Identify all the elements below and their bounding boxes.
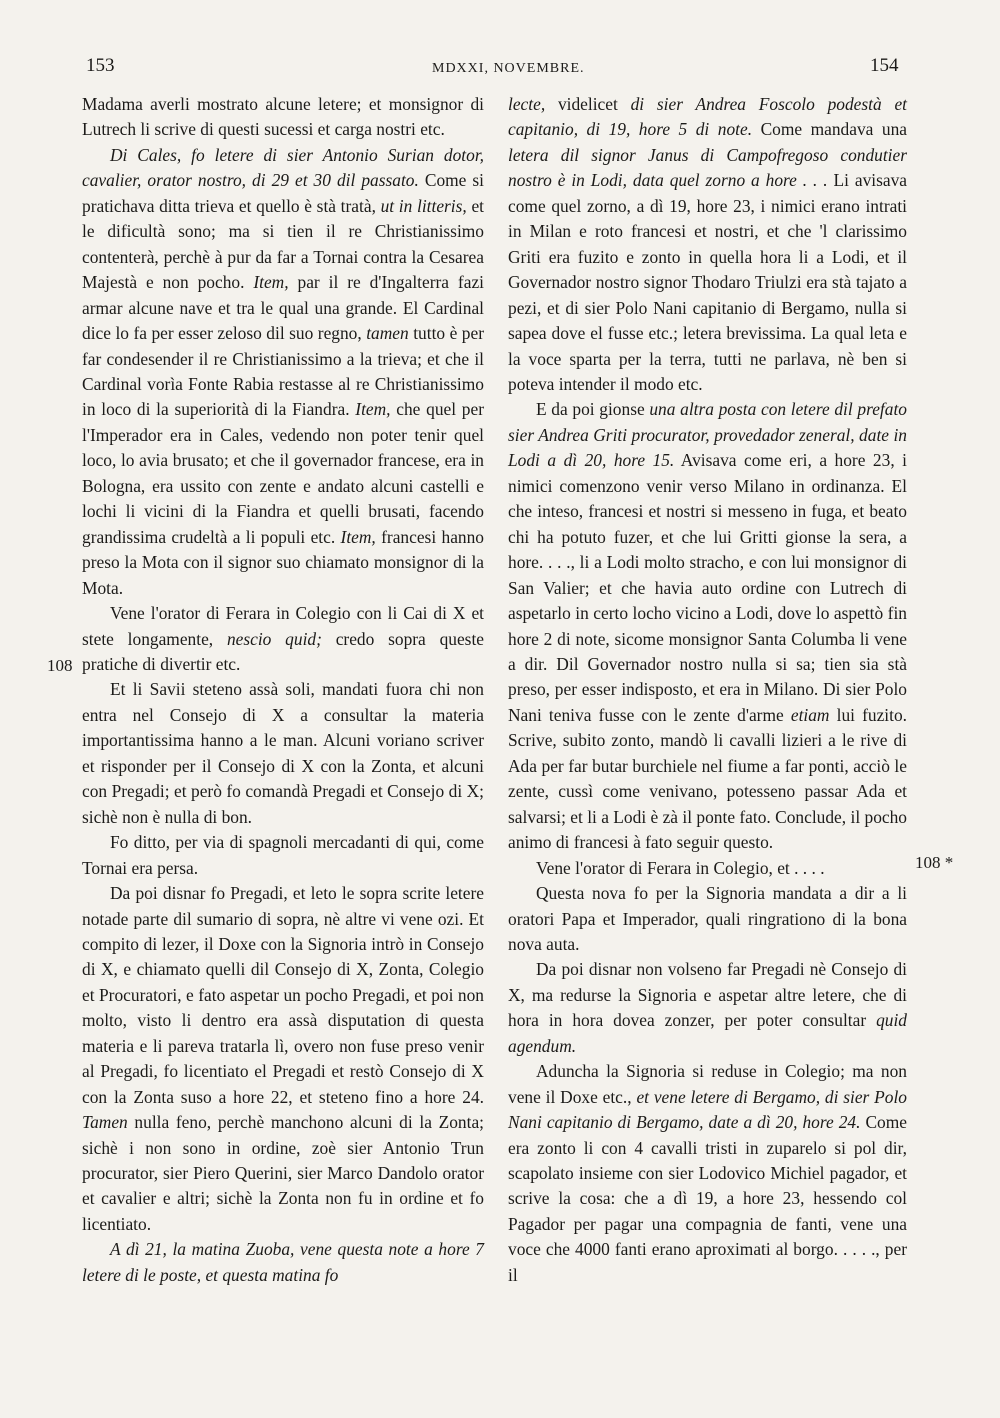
italic-run: Item, xyxy=(340,526,376,547)
paragraph xyxy=(82,677,484,830)
italic-run: Tamen xyxy=(82,1112,128,1133)
text-run: Da poi disnar fo Pregadi, et leto le sopra scrite letere notade parte dil sumario di sopra, nè altre vi vene ozi. Et compito di lezer, il Doxe con la Signoria intrò in Consejo di X, e chiamato quelli dil Consejo di X, Zonta, Colegio et Procuratori, e fato aspetar un pocho Pregadi, et poi non molto, visto li dentro era assà disputation di questa materia e li pareva tratarla lì, overo non fuse preso venir al Pregadi, fo licentiato el Pregadi et restò Consejo di X con la Zonta suso a hore 22, et steteno fino a hore 24. xyxy=(82,883,484,1107)
text-run: Vene l'orator di Ferara in Colegio con li Cai di X et stete longamente, xyxy=(82,603,484,649)
text-run: francesi hanno preso la Mota con il signor suo chiamato monsignor di la Mota. xyxy=(82,526,484,598)
paragraph xyxy=(82,601,484,677)
italic-run: di sier Andrea Foscolo podestà et capitanio, di 19, hore 5 di note. xyxy=(508,94,907,140)
paragraph xyxy=(508,881,907,957)
text-run: credo sopra queste pratiche di divertir etc. xyxy=(82,628,485,674)
text-run: Avisava come eri, a hore 23, i nimici comenzono venir verso Milano in ordinanza. El che inteso, francesi et nostri si messeno in fuga, et beato chi ha potuto fuzer, et che lui Gritti gionse la sera, a hore. . . ., li a Lodi molto stracho, e con lui monsignor di San Valier; et che havia auto ordine con Lutrech di aspetarlo in certo locho vicino a Lodi, dove lo aspettò fin hore 2 di note, sicome monsignor Santa Columba li vene a dir. Dil Governador nostro nulla si sa; tien sia stà preso, per esser indisposto, et era in Milano. Di sier Polo Nani teniva fusse con le zente d'arme xyxy=(508,450,907,725)
italic-run: una altra posta con letere dil prefato sier Andrea Griti procurator, provedador zeneral, date in Lodi a dì 20, hore 15. xyxy=(508,399,907,471)
text-run: che quel per l'Imperador era in Cales, vedendo non poter tenir quel loco, lo avia brusato; et che il governador francese, era in Bologna, era ussito con zente e andato alcuni castelli e lochi li vicini di la Fiandra et quelli brusati, facendo grandissima crudeltà a li populi etc. xyxy=(82,399,484,547)
paragraph xyxy=(508,92,907,397)
right-column xyxy=(508,92,907,1288)
italic-run: Di Cales, fo letere di sier Antonio Surian dotor, cavalier, orator nostro, di 29 et 30 dil passato. xyxy=(82,144,484,191)
text-run: nulla feno, perchè manchono alcuni di la Zonta; sichè i non sono in ordine, zoè sier Antonio Trun procurator, sier Piero Querini, sier Marco Dandolo orator et cavalier e altri; sichè la Zonta non fu in ordine et fo licentiato. xyxy=(82,1112,484,1234)
italic-run: nescio quid; xyxy=(226,628,322,649)
paragraph xyxy=(508,957,907,1059)
text-run: par il re d'Ingalterra fazi armar alcune nave et tra le qual una grande. El Cardinal dice lo fa per esser zeloso dil suo regno, xyxy=(82,272,484,344)
text-run: videlicet xyxy=(545,94,631,114)
left-margin-number: 108 xyxy=(47,656,73,675)
text-run: E da poi gionse xyxy=(536,399,650,420)
paragraph xyxy=(508,397,907,855)
italic-run: ut in litteris, xyxy=(380,195,467,216)
italic-run: etiam xyxy=(790,704,830,725)
running-title: MDXXI, NOVEMBRE. xyxy=(432,61,585,76)
italic-run: A dì 21, la matina Zuoba, vene questa note a hore 7 letere di le poste, et questa matina fo xyxy=(82,1239,484,1285)
text-run: et le dificultà sono; ma si tien il re Christianissimo contenterà, perchè à pur da far a Tornai contra la Cesarea Majestà e non pocho. xyxy=(82,195,484,293)
paragraph xyxy=(82,881,484,1237)
italic-run: Item, xyxy=(253,272,289,293)
paragraph xyxy=(508,856,907,881)
text-run: Come si pratichava ditta trieva et quello è stà tratà, xyxy=(82,170,484,216)
paragraph xyxy=(82,1237,484,1288)
paragraph xyxy=(82,92,484,143)
italic-run: tamen xyxy=(366,323,409,344)
paragraph xyxy=(82,830,484,881)
paragraph xyxy=(82,143,484,601)
text-run: Questa nova fo per la Signoria mandata a dir a li oratori Papa et Imperador, quali ringrationo di la bona nova auta. xyxy=(508,883,907,954)
left-column xyxy=(82,92,484,1288)
italic-run: lecte, xyxy=(508,94,546,114)
text-run: tutto è per far condesender il re Christianissimo a la trieva; et che il Cardinal vorìa Fonte Rabia restasse al re Christianissimo in loco di la superiorità di la Fiandra. xyxy=(82,323,484,420)
paragraph xyxy=(508,1059,907,1288)
text-run: Aduncha la Signoria si reduse in Colegio; ma non vene il Doxe etc., xyxy=(508,1061,907,1107)
text-run: Fo ditto, per via di spagnoli mercadanti di qui, come Tornai era persa. xyxy=(82,832,484,878)
text-run: Come era zonto li con 4 cavalli tristi in zuparelo si pol dir, scapolato insieme con sier Lodovico Michiel pagador, et scrive la cosa: che a dì 19, a hore 23, hessendo col Pagador per pagar una compagnia de fanti, vene una voce che 4000 fanti erano aproximati al borgo. . . . ., per il xyxy=(508,1112,908,1285)
right-page-number: 154 xyxy=(870,55,899,76)
text-run: Madama averli mostrato alcune letere; et monsignor di Lutrech li scrive di questi sucessi et carga nostri etc. xyxy=(82,94,484,140)
left-page-number: 153 xyxy=(86,55,115,76)
text-run: Li avisava come quel zorno, a dì 19, hore 23, i nimici erano intrati in Milan e roto francesi et nostri, et che 'l clarissimo Griti era fuzito e zonto in quella hora li a Lodi, et il Governador nostro signor Thodaro Triulzi era stà tajato a pezi, et di sier Polo Nani capitanio di Bergamo, nulla si sapea dove el fusse etc.; letera brevissima. La qual leta e la voce sparta per la terra, tutti ne parlava, nè ben si poteva intender il modo etc. xyxy=(508,170,908,394)
text-run: Vene l'orator di Ferara in Colegio, et . . . . xyxy=(536,857,825,878)
italic-run: quid agendum. xyxy=(508,1010,907,1056)
italic-run: Item, xyxy=(355,399,391,420)
italic-run: et vene letere di Bergamo, di sier Polo Nani capitanio di Bergamo, date a dì 20, hore 24. xyxy=(508,1086,907,1133)
text-run: Et li Savii steteno assà soli, mandati fuora chi non entra nel Consejo di X a consultar la materia importantissima hanno a le man. Alcuni voriano scriver et risponder per il Consejo di X con la Zonta, et alcuni con Pregadi; et però fo comandà Pregadi et Consejo di X; sichè non è nulla di bon. xyxy=(82,679,484,827)
text-run: Come mandava una xyxy=(752,119,907,140)
right-margin-number: 108 * xyxy=(915,853,954,872)
italic-run: letera dil signor Janus di Campofregoso condutier nostro è in Lodi, data quel zorno a hore . . . xyxy=(508,144,907,191)
text-run: lui fuzito. Scrive, subito zonto, mandò li cavalli lizieri a le rive di Ada per far butar burchiele nel fiume a far ponti, acciò le zente, cussì come venivano, potesseno passar Ada et salvarsi; et li a Lodi è zà il ponte fato. Conclude, il pocho animo di francesi à fato seguir questo. xyxy=(508,704,908,853)
text-run: Da poi disnar non volseno far Pregadi nè Consejo di X, ma redurse la Signoria e aspetar altre letere, che di hora in hora dovea zonzer, per poter consultar xyxy=(508,959,907,1031)
